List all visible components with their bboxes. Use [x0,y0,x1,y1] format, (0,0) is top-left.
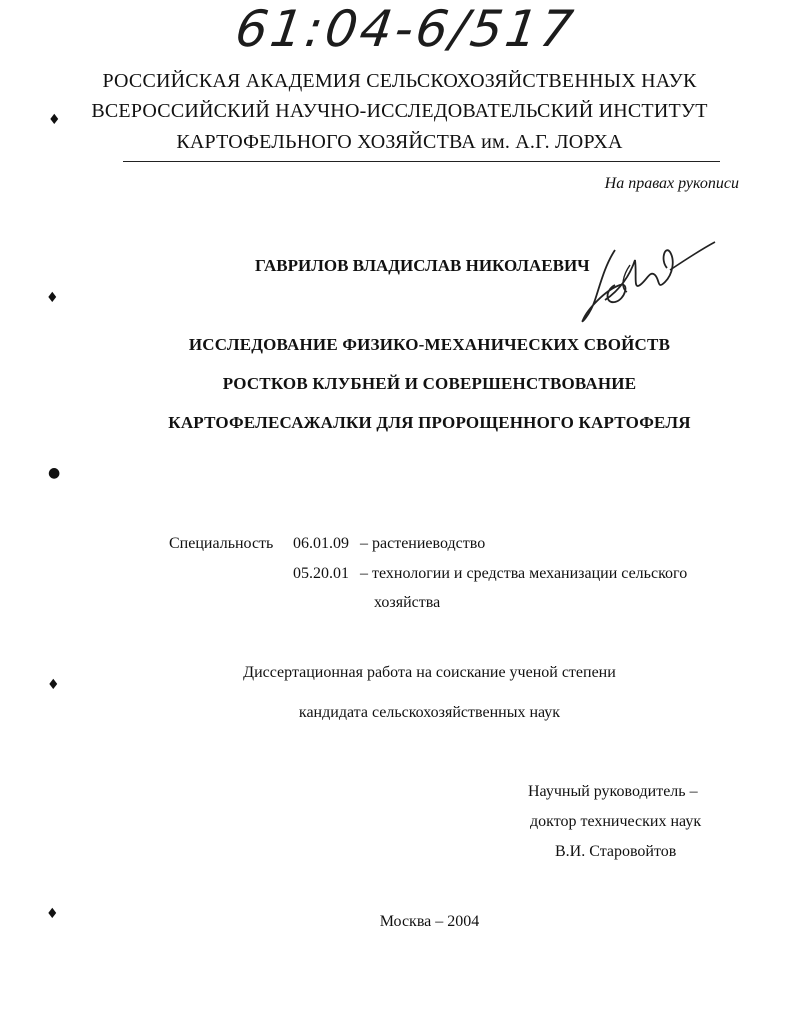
specialty-name-1: – растениеводство [360,535,486,552]
binding-mark-icon: ♦ [48,112,61,128]
archive-code-handwritten: 61:04-6/517 [231,0,580,58]
dissertation-line-2: кандидата сельскохозяйственных наук [298,704,561,721]
author-signature [575,230,725,330]
author-name: ГАВРИЛОВ ВЛАДИСЛАВ НИКОЛАЕВИЧ [255,256,590,275]
specialty-name-2: – технологии и средства механизации сельского [360,565,688,582]
specialty-code-1: 06.01.09 [293,535,349,552]
binding-mark-icon: ● [48,465,61,481]
binding-mark-icon: ♦ [46,906,59,922]
org-line-3: КАРТОФЕЛЬНОГО ХОЗЯЙСТВА им. А.Г. ЛОРХА [176,131,623,153]
binding-mark-icon: ♦ [47,677,60,693]
specialty-name-2-continued: хозяйства [374,594,441,611]
supervisor-degree: доктор технических наук [530,813,702,830]
rights-note: На правах рукописи [604,175,739,192]
title-line-1: ИССЛЕДОВАНИЕ ФИЗИКО-МЕХАНИЧЕСКИХ СВОЙСТВ [188,335,671,354]
supervisor-label: Научный руководитель – [528,783,698,800]
org-line-2: ВСЕРОССИЙСКИЙ НАУЧНО-ИССЛЕДОВАТЕЛЬСКИЙ ИНСТИТУТ [91,100,708,122]
header-divider [123,161,720,162]
org-line-1: РОССИЙСКАЯ АКАДЕМИЯ СЕЛЬСКОХОЗЯЙСТВЕННЫХ НАУК [102,70,697,92]
title-line-3: КАРТОФЕЛЕСАЖАЛКИ ДЛЯ ПРОРОЩЕННОГО КАРТОФЕЛЯ [168,413,691,432]
specialty-code-2: 05.20.01 [293,565,349,582]
specialty-label: Специальность [169,535,274,552]
binding-mark-icon: ♦ [46,290,59,306]
dissertation-line-1: Диссертационная работа на соискание ученой степени [243,664,616,681]
supervisor-name: В.И. Старовойтов [555,843,677,860]
place-year: Москва – 2004 [379,913,480,930]
title-line-2: РОСТКОВ КЛУБНЕЙ И СОВЕРШЕНСТВОВАНИЕ [222,374,637,393]
